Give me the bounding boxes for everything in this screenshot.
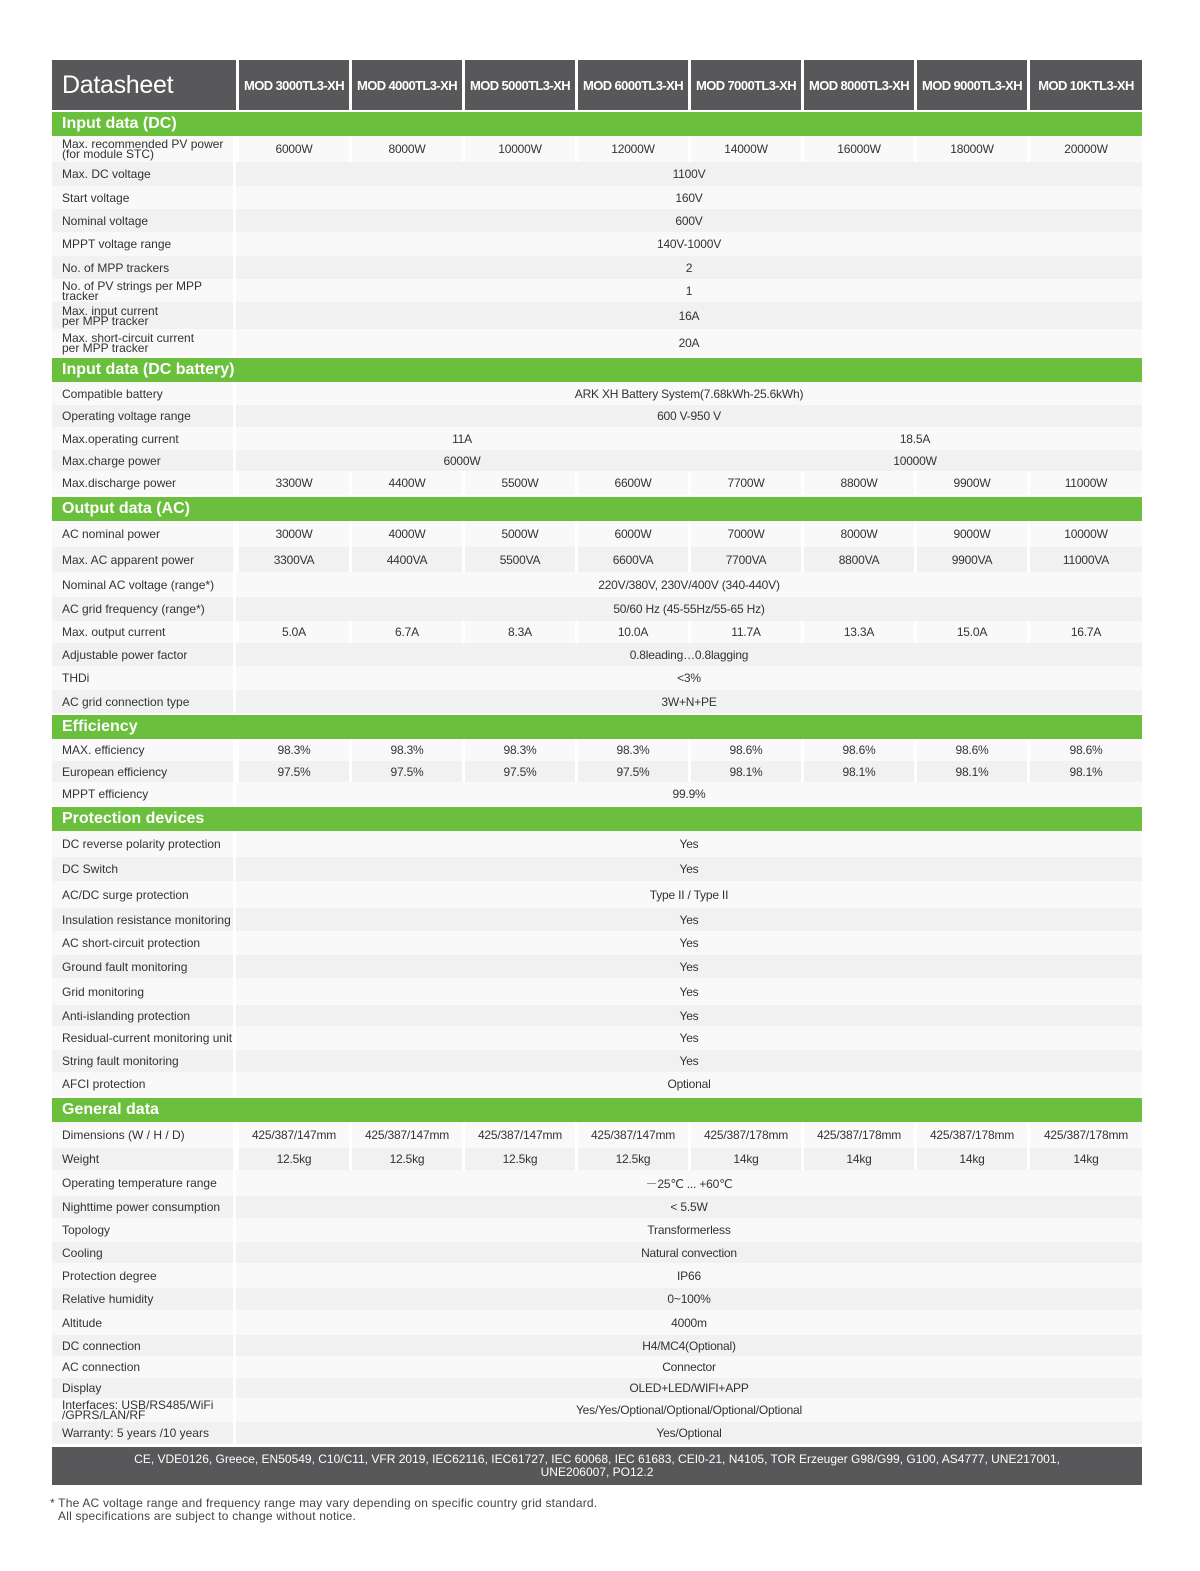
spec-value: 18.5A (688, 427, 1142, 450)
spec-label: Operating temperature range (52, 1170, 236, 1196)
spec-value: 20A (236, 329, 1142, 356)
spec-value: Type II / Type II (236, 881, 1142, 908)
spec-value: 0.8leading…0.8lagging (236, 643, 1142, 666)
spec-value: Yes/Yes/Optional/Optional/Optional/Optional (236, 1398, 1142, 1422)
spec-row (52, 1378, 1142, 1398)
spec-value: 425/387/178mm (688, 1122, 801, 1148)
datasheet (52, 60, 1142, 1485)
spec-value: 7000W (688, 521, 801, 547)
spec-value: Yes (236, 1050, 1142, 1072)
spec-label: MAX. efficiency (52, 739, 236, 761)
spec-value: 140V-1000V (236, 232, 1142, 256)
spec-label: Max. DC voltage (52, 162, 236, 186)
spec-label: Interfaces: USB/RS485/WiFi /GPRS/LAN/RF (52, 1398, 236, 1422)
spec-label: Max.operating current (52, 427, 236, 450)
spec-row (52, 931, 1142, 955)
spec-label: AC grid frequency (range*) (52, 597, 236, 621)
spec-value: 12.5kg (349, 1148, 462, 1170)
spec-value: 6.7A (349, 621, 462, 643)
spec-row (52, 1050, 1142, 1072)
spec-label: AC grid connection type (52, 690, 236, 713)
spec-row (52, 1218, 1142, 1242)
spec-value: 12000W (575, 136, 688, 162)
spec-value: 425/387/147mm (575, 1122, 688, 1148)
spec-row (52, 1310, 1142, 1335)
section-title: Output data (AC) (52, 495, 1142, 521)
spec-label: THDi (52, 666, 236, 690)
spec-label: Cooling (52, 1242, 236, 1263)
spec-label: Compatible battery (52, 382, 236, 405)
datasheet-table (52, 60, 1142, 1485)
spec-row (52, 1072, 1142, 1096)
spec-value: 12.5kg (236, 1148, 349, 1170)
certification-row (52, 1444, 1142, 1485)
spec-value: 425/387/178mm (914, 1122, 1027, 1148)
spec-value: OLED+LED/WIFI+APP (236, 1378, 1142, 1398)
spec-value: 425/387/147mm (236, 1122, 349, 1148)
spec-value: 11000W (1027, 471, 1142, 495)
spec-row (52, 1005, 1142, 1026)
footnote-line: All specifications are subject to change without notice. (58, 1509, 357, 1523)
spec-value: 5000W (462, 521, 575, 547)
spec-label: Altitude (52, 1310, 236, 1335)
spec-value: 98.1% (801, 761, 914, 782)
spec-row (52, 978, 1142, 1005)
spec-value: 6000W (236, 136, 349, 162)
spec-value: 12.5kg (575, 1148, 688, 1170)
spec-row (52, 908, 1142, 931)
spec-value: 8800W (801, 471, 914, 495)
spec-label: Operating voltage range (52, 405, 236, 427)
spec-row (52, 450, 1142, 471)
spec-value: <3% (236, 666, 1142, 690)
spec-value: 10.0A (575, 621, 688, 643)
spec-label: Insulation resistance monitoring (52, 908, 236, 931)
spec-row (52, 1422, 1142, 1444)
spec-label: AC/DC surge protection (52, 881, 236, 908)
spec-row (52, 1263, 1142, 1288)
spec-label: AFCI protection (52, 1072, 236, 1096)
spec-value: 14kg (688, 1148, 801, 1170)
spec-value: 11.7A (688, 621, 801, 643)
spec-label: Max.discharge power (52, 471, 236, 495)
spec-value: 16A (236, 302, 1142, 329)
spec-value: Yes (236, 908, 1142, 931)
spec-value: Yes (236, 978, 1142, 1005)
spec-value: 9000W (914, 521, 1027, 547)
certifications: CE, VDE0126, Greece, EN50549, C10/C11, VFR 2019, IEC62116, IEC61727, IEC 60068, IEC 61683, CEI0-21, N4105, TOR Erzeuger G98/G99, G100, AS4777, UNE217001, UNE206007, PO12.2 (52, 1444, 1142, 1485)
spec-value: 4400W (349, 471, 462, 495)
spec-value: Yes (236, 955, 1142, 978)
spec-value: 97.5% (575, 761, 688, 782)
spec-label: Residual-current monitoring unit (52, 1026, 236, 1050)
spec-value: 1 (236, 279, 1142, 302)
spec-value: 13.3A (801, 621, 914, 643)
spec-row (52, 1170, 1142, 1196)
header-row (52, 60, 1142, 110)
spec-row (52, 547, 1142, 572)
spec-value: < 5.5W (236, 1196, 1142, 1218)
spec-row (52, 955, 1142, 978)
spec-label: DC Switch (52, 857, 236, 881)
spec-row (52, 521, 1142, 547)
spec-value: 98.6% (688, 739, 801, 761)
spec-value: 9900VA (914, 547, 1027, 572)
model-header: MOD 6000TL3-XH (575, 60, 688, 110)
spec-value: 8800VA (801, 547, 914, 572)
spec-value: 14000W (688, 136, 801, 162)
spec-value: 160V (236, 186, 1142, 209)
spec-label: Weight (52, 1148, 236, 1170)
spec-value: 98.1% (914, 761, 1027, 782)
spec-value: 600V (236, 209, 1142, 232)
spec-value: 15.0A (914, 621, 1027, 643)
spec-value: 99.9% (236, 782, 1142, 805)
spec-label: Warranty: 5 years /10 years (52, 1422, 236, 1444)
spec-value: 98.3% (236, 739, 349, 761)
spec-value: 1100V (236, 162, 1142, 186)
spec-value: Yes (236, 931, 1142, 955)
spec-value: 3000W (236, 521, 349, 547)
spec-label: Max. short-circuit current per MPP tracker (52, 329, 236, 356)
spec-value: 14kg (914, 1148, 1027, 1170)
spec-row (52, 1242, 1142, 1263)
spec-value: 7700W (688, 471, 801, 495)
section-title: General data (52, 1096, 1142, 1122)
spec-label: Max. input current per MPP tracker (52, 302, 236, 329)
section-header (52, 1096, 1142, 1122)
spec-label: Protection degree (52, 1263, 236, 1288)
model-header: MOD 10KTL3-XH (1027, 60, 1142, 110)
spec-value: 3300VA (236, 547, 349, 572)
spec-value: 10000W (462, 136, 575, 162)
spec-value: 6000W (236, 450, 688, 471)
spec-label: European efficiency (52, 761, 236, 782)
spec-value: 16000W (801, 136, 914, 162)
section-header (52, 805, 1142, 831)
spec-row (52, 232, 1142, 256)
spec-value: 8000W (349, 136, 462, 162)
spec-value: 3300W (236, 471, 349, 495)
spec-label: Nominal voltage (52, 209, 236, 232)
footnotes (50, 1497, 597, 1523)
spec-row (52, 690, 1142, 713)
spec-row (52, 279, 1142, 302)
spec-value: 600 V-950 V (236, 405, 1142, 427)
spec-value: 98.6% (914, 739, 1027, 761)
spec-row (52, 666, 1142, 690)
spec-label: Anti-islanding protection (52, 1005, 236, 1026)
model-header: MOD 9000TL3-XH (914, 60, 1027, 110)
spec-value: Yes (236, 1026, 1142, 1050)
spec-body (52, 110, 1142, 1444)
section-header (52, 713, 1142, 739)
spec-value: 0~100% (236, 1288, 1142, 1310)
spec-label: Adjustable power factor (52, 643, 236, 666)
section-header (52, 110, 1142, 136)
spec-value: 425/387/147mm (462, 1122, 575, 1148)
spec-label: Nighttime power consumption (52, 1196, 236, 1218)
spec-label: No. of MPP trackers (52, 256, 236, 279)
spec-value: 5500VA (462, 547, 575, 572)
spec-value: 20000W (1027, 136, 1142, 162)
spec-row (52, 256, 1142, 279)
spec-value: 425/387/178mm (801, 1122, 914, 1148)
spec-label: AC short-circuit protection (52, 931, 236, 955)
section-title: Efficiency (52, 713, 1142, 739)
spec-label: MPPT voltage range (52, 232, 236, 256)
spec-value: 97.5% (349, 761, 462, 782)
spec-value: 4000m (236, 1310, 1142, 1335)
spec-row (52, 209, 1142, 232)
spec-label: Relative humidity (52, 1288, 236, 1310)
spec-row (52, 471, 1142, 495)
spec-value: 98.6% (801, 739, 914, 761)
spec-value: 425/387/147mm (349, 1122, 462, 1148)
spec-label: Nominal AC voltage (range*) (52, 572, 236, 597)
spec-value: Transformerless (236, 1218, 1142, 1242)
spec-row (52, 302, 1142, 329)
spec-value: －25℃ ... +60℃ (236, 1170, 1142, 1196)
spec-row (52, 1196, 1142, 1218)
model-header: MOD 5000TL3-XH (462, 60, 575, 110)
spec-label: Start voltage (52, 186, 236, 209)
section-header (52, 356, 1142, 382)
model-header: MOD 4000TL3-XH (349, 60, 462, 110)
spec-value: 2 (236, 256, 1142, 279)
spec-value: 8.3A (462, 621, 575, 643)
spec-value: 10000W (1027, 521, 1142, 547)
spec-value: 14kg (801, 1148, 914, 1170)
spec-row (52, 857, 1142, 881)
spec-row (52, 186, 1142, 209)
model-header: MOD 7000TL3-XH (688, 60, 801, 110)
spec-row (52, 1335, 1142, 1356)
spec-row (52, 831, 1142, 857)
spec-row (52, 1148, 1142, 1170)
spec-row (52, 761, 1142, 782)
spec-value: 11000VA (1027, 547, 1142, 572)
section-title: Input data (DC) (52, 110, 1142, 136)
spec-value: 97.5% (236, 761, 349, 782)
spec-value: 425/387/178mm (1027, 1122, 1142, 1148)
spec-label: Max. AC apparent power (52, 547, 236, 572)
spec-value: 7700VA (688, 547, 801, 572)
spec-value: Connector (236, 1356, 1142, 1378)
spec-label: String fault monitoring (52, 1050, 236, 1072)
model-header: MOD 8000TL3-XH (801, 60, 914, 110)
spec-value: Yes/Optional (236, 1422, 1142, 1444)
spec-row (52, 572, 1142, 597)
spec-label: AC connection (52, 1356, 236, 1378)
spec-value: Natural convection (236, 1242, 1142, 1263)
spec-label: DC reverse polarity protection (52, 831, 236, 857)
spec-label: Display (52, 1378, 236, 1398)
spec-value: 50/60 Hz (45-55Hz/55-65 Hz) (236, 597, 1142, 621)
spec-row (52, 739, 1142, 761)
spec-value: 16.7A (1027, 621, 1142, 643)
spec-row (52, 405, 1142, 427)
spec-row (52, 621, 1142, 643)
spec-value: 98.3% (462, 739, 575, 761)
spec-value: 11A (236, 427, 688, 450)
spec-value: Yes (236, 857, 1142, 881)
spec-value: Optional (236, 1072, 1142, 1096)
spec-value: 3W+N+PE (236, 690, 1142, 713)
spec-row (52, 1356, 1142, 1378)
spec-value: 97.5% (462, 761, 575, 782)
section-title: Protection devices (52, 805, 1142, 831)
spec-value: 4000W (349, 521, 462, 547)
spec-row (52, 1026, 1142, 1050)
spec-row (52, 136, 1142, 162)
spec-value: Yes (236, 1005, 1142, 1026)
spec-value: 12.5kg (462, 1148, 575, 1170)
spec-row (52, 1122, 1142, 1148)
spec-label: No. of PV strings per MPP tracker (52, 279, 236, 302)
section-header (52, 495, 1142, 521)
datasheet-title: Datasheet (52, 60, 236, 110)
spec-label: DC connection (52, 1335, 236, 1356)
spec-label: AC nominal power (52, 521, 236, 547)
spec-row (52, 782, 1142, 805)
section-title: Input data (DC battery) (52, 356, 1142, 382)
spec-value: H4/MC4(Optional) (236, 1335, 1142, 1356)
spec-value: 18000W (914, 136, 1027, 162)
spec-label: Ground fault monitoring (52, 955, 236, 978)
spec-label: MPPT efficiency (52, 782, 236, 805)
spec-row (52, 1398, 1142, 1422)
spec-label: Topology (52, 1218, 236, 1242)
spec-label: Max. output current (52, 621, 236, 643)
spec-value: 98.1% (1027, 761, 1142, 782)
spec-value: 6000W (575, 521, 688, 547)
spec-label: Max.charge power (52, 450, 236, 471)
spec-value: 6600W (575, 471, 688, 495)
spec-value: 5.0A (236, 621, 349, 643)
spec-value: Yes (236, 831, 1142, 857)
spec-value: ARK XH Battery System(7.68kWh-25.6kWh) (236, 382, 1142, 405)
model-header: MOD 3000TL3-XH (236, 60, 349, 110)
spec-row (52, 881, 1142, 908)
spec-row (52, 597, 1142, 621)
spec-value: 98.3% (349, 739, 462, 761)
spec-value: 5500W (462, 471, 575, 495)
spec-value: 9900W (914, 471, 1027, 495)
spec-value: 10000W (688, 450, 1142, 471)
spec-label: Dimensions (W / H / D) (52, 1122, 236, 1148)
spec-label: Max. recommended PV power (for module STC) (52, 136, 236, 162)
spec-row (52, 329, 1142, 356)
spec-row (52, 643, 1142, 666)
spec-row (52, 427, 1142, 450)
spec-value: 98.1% (688, 761, 801, 782)
spec-value: 98.6% (1027, 739, 1142, 761)
footnote-line: * The AC voltage range and frequency range may vary depending on specific country grid standard. (50, 1496, 598, 1510)
spec-label: Grid monitoring (52, 978, 236, 1005)
spec-value: IP66 (236, 1263, 1142, 1288)
spec-value: 220V/380V, 230V/400V (340-440V) (236, 572, 1142, 597)
spec-value: 6600VA (575, 547, 688, 572)
spec-row (52, 1288, 1142, 1310)
spec-value: 4400VA (349, 547, 462, 572)
spec-row (52, 382, 1142, 405)
spec-value: 98.3% (575, 739, 688, 761)
spec-row (52, 162, 1142, 186)
spec-value: 14kg (1027, 1148, 1142, 1170)
spec-value: 8000W (801, 521, 914, 547)
